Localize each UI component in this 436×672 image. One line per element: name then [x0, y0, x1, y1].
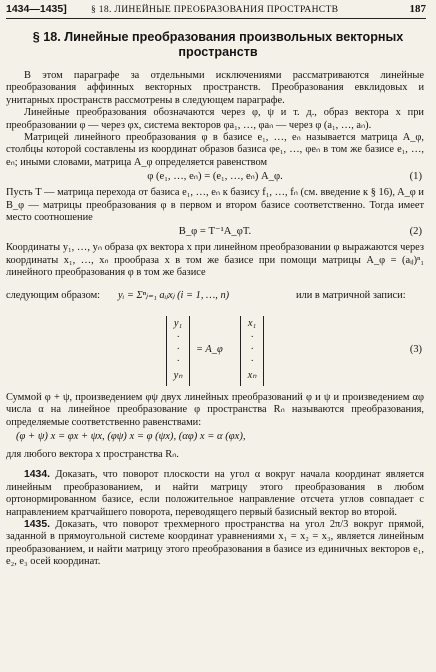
y-cell-4: · [176, 355, 180, 367]
sum-formula-line [6, 280, 424, 314]
any-vector-line: для любого вектора x пространства Rₙ. [6, 448, 179, 460]
running-header [6, 3, 426, 19]
equation-2 [6, 224, 424, 242]
transition-paragraph: Пусть T — матрица перехода от базиса e₁, …, eₙ к базису f₁, …, fₙ (см. введение к § 16), A_φ и B_φ — матрицы преобразования φ в первом и втором базисе соответственно. Тогда имеет место соотношение [6, 187, 424, 224]
operations-paragraph: Суммой φ + ψ, произведением φψ двух линейных преобразований φ и ψ и произведением αφ числа α на линейное преобразование φ пространства Rₙ называются преобразования, определяемые соответственно равенствами: [6, 391, 424, 428]
problem-1434-number: 1434. [24, 469, 51, 481]
equation-2-number: (2) [409, 226, 422, 238]
sum-tail-text: или в матричной записи: [296, 289, 406, 301]
intro-paragraph-1: В этом параграфе за отдельными исключениями рассматриваются линейные преобразования аффинных векторных пространств. Преобразования евклидовых и унитарных пространств рассмотрены в следующем параграфе. [6, 70, 424, 106]
y-column-vector [166, 316, 190, 386]
section-title-line-1: § 18. Линейные преобразования произвольных векторных [32, 30, 404, 44]
running-title: § 18. ЛИНЕЙНЫЕ ПРЕОБРАЗОВАНИЯ ПРОСТРАНСТВ [91, 4, 339, 15]
y-cell-3: · [176, 343, 180, 355]
x-cell-2: · [250, 331, 254, 343]
section-title [20, 30, 416, 60]
equation-1-number: (1) [409, 171, 422, 183]
header-rule [6, 18, 426, 19]
equation-3-number: (3) [409, 343, 422, 355]
x-cell-4: · [250, 355, 254, 367]
coordinates-paragraph: Координаты y₁, …, yₙ образа φx вектора x при линейном преобразовании φ выражаются через координаты x₁, …, xₙ прообраза x в том же базисе при помощи матрицы A_φ = (aᵢⱼ)ⁿ₁ линейного преобразования φ в том же базисе [6, 242, 424, 279]
equation-1 [6, 169, 424, 187]
x-column-vector [240, 316, 264, 386]
y-cell-1: y₁ [173, 317, 183, 329]
equation-1-formula: φ (e₁, …, eₙ) = (e₁, …, eₙ) A_φ. [147, 171, 283, 183]
x-cell-5: xₙ [247, 369, 257, 381]
x-cell-1: x₁ [247, 317, 257, 329]
sum-formula: yᵢ = Σⁿⱼ₌₁ aᵢⱼxⱼ (i = 1, …, n) [118, 289, 230, 301]
problem-1434 [6, 469, 424, 519]
equation-4-formula: (φ + ψ) x = φx + ψx, (φψ) x = φ (ψx), (αφ) x = α (φx), [16, 430, 246, 442]
section-title-line-2: пространств [178, 45, 258, 59]
problem-1434-text: Доказать, что поворот плоскости на угол α вокруг начала координат является линейным преобразованием, и найти матрицу этого преобразования в любом ортонормированном базисе, если положительное направление отсчета углов совпадает с направлением кратчайшего поворота, переводящего первый базисный вектор во второй. [6, 469, 424, 518]
intro-paragraph-3: Матрицей линейного преобразования φ в базисе e₁, …, eₙ называется матрица A_φ, столбцы которой составлены из координат образов базиса φe₁, …, φeₙ в том же базисе e₁, …, eₙ; иными словами, матрица A_φ определяется равенством [6, 132, 424, 168]
page-number: 187 [409, 3, 426, 15]
y-cell-5: yₙ [173, 369, 183, 381]
equation-3 [6, 314, 424, 392]
problem-1435-number: 1435. [24, 518, 51, 530]
section-range: 1434—1435] [6, 3, 67, 15]
y-cell-2: · [176, 331, 180, 343]
equation-4 [6, 429, 424, 449]
intro-paragraph-2: Линейные преобразования обозначаются через φ, ψ и т. д., образ вектора x при преобразовании φ — через φx, система векторов φa₁, …, φaₙ — через φ (a₁, …, aₙ). [6, 107, 424, 131]
problem-1435-text: Доказать, что поворот трехмерного пространства на угол 2π/3 вокруг прямой, заданной в прямоугольной системе координат уравнениями x₁ = x₂ = x₃, является линейным преобразованием, и найти матрицу этого преобразования в базисе из единичных векторов e₁, e₂, e₃ осей координат. [6, 518, 424, 568]
problem-1435 [6, 519, 424, 569]
equation-2-formula: B_φ = T⁻¹A_φT. [178, 226, 252, 238]
x-cell-3: · [250, 343, 254, 355]
sum-lead-text: следующим образом: [6, 289, 101, 301]
equation-3-operator: = A_φ [196, 343, 223, 355]
section-body [6, 70, 424, 569]
